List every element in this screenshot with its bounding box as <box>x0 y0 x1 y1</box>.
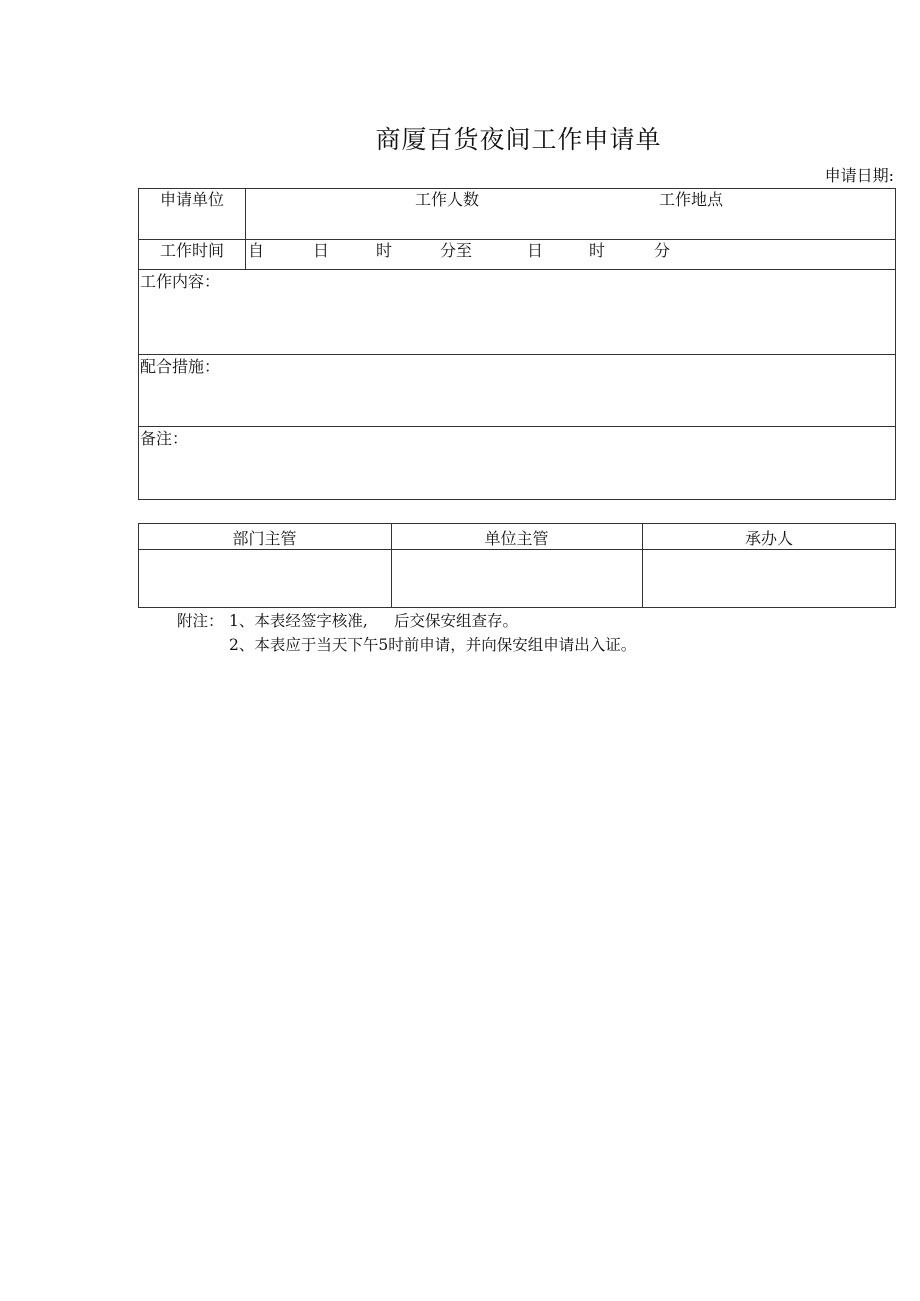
note-line-1b: 后交保安组查存。 <box>394 612 519 630</box>
dept-head-label: 部门主管 <box>232 529 297 548</box>
remarks-label: 备注： <box>140 429 189 448</box>
from-day-label: 自 <box>248 241 265 260</box>
table-divider <box>138 354 896 355</box>
application-date-label: 申请日期: <box>824 166 894 185</box>
application-table <box>138 188 896 500</box>
hour-label: 时 <box>376 241 393 260</box>
worker-count-label: 工作人数 <box>415 190 480 209</box>
applicant-unit-label: 申请单位 <box>160 190 225 209</box>
table-divider <box>138 239 896 240</box>
unit-head-label: 单位主管 <box>484 529 549 548</box>
note-line-1a: 1、本表经签字核准, <box>229 612 368 630</box>
handler-label: 承办人 <box>744 529 793 548</box>
work-location-label: 工作地点 <box>659 190 724 209</box>
day-label: 日 <box>313 241 330 260</box>
minute-to-label: 分至 <box>440 241 473 260</box>
table-divider <box>138 549 896 550</box>
minute-label: 分 <box>654 241 671 260</box>
form-title: 商厦百货夜间工作申请单 <box>375 125 662 154</box>
work-time-label: 工作时间 <box>160 241 225 260</box>
work-content-label: 工作内容： <box>140 272 221 291</box>
table-divider <box>138 269 896 270</box>
note-line-2: 2、本表应于当天下午5时前申请，并向保安组申请出入证。 <box>229 636 637 654</box>
table-divider <box>245 188 246 270</box>
table-divider <box>138 426 896 427</box>
hour-label: 时 <box>589 241 606 260</box>
measures-label: 配合措施： <box>140 357 221 376</box>
day-label: 日 <box>527 241 544 260</box>
notes-prefix: 附注： <box>177 612 224 630</box>
